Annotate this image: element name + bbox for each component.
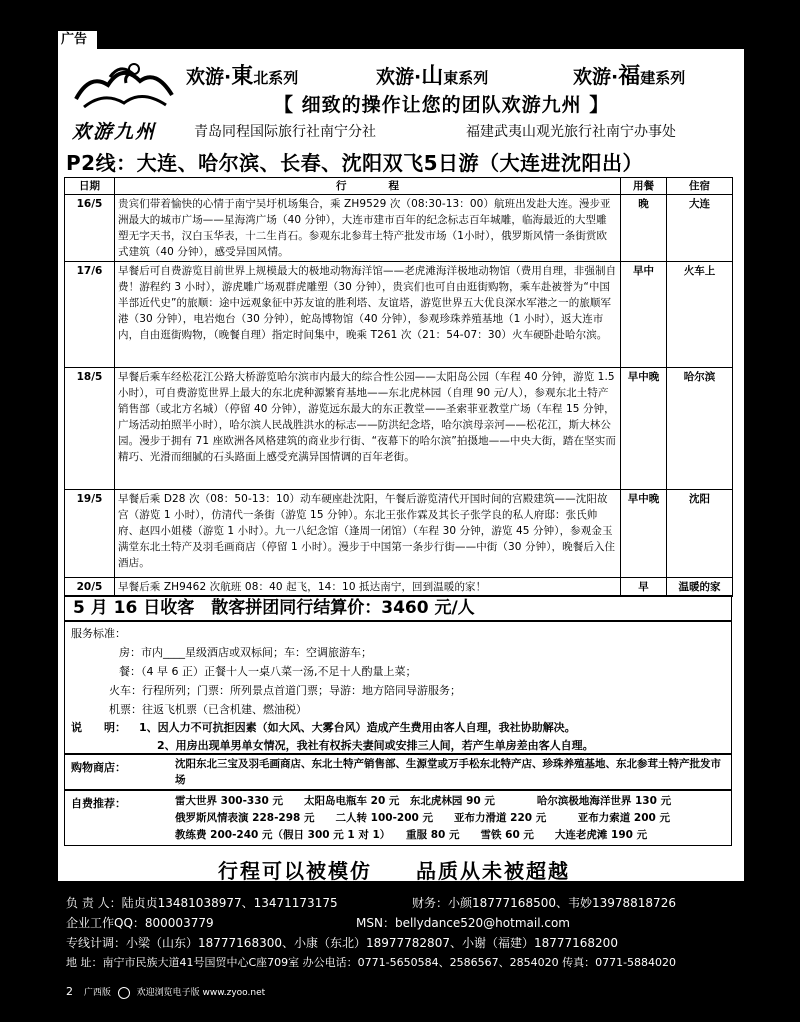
row-meal: 晚 <box>621 195 667 262</box>
series-shandong: 欢游·山東系列 <box>376 63 489 89</box>
row-stay: 沈阳 <box>667 490 733 578</box>
standards-room: 房：市内____星级酒店或双标间；车：空调旅游车； <box>119 646 372 659</box>
optional-row: 俄罗斯风情表演 228-298 元 二人转 100-200 元 亚布力滑道 220 元 亚布力索道 200 元 <box>175 812 670 824</box>
mountain-swirl-logo-icon <box>70 55 178 141</box>
standards-title: 服务标准： <box>71 627 126 640</box>
row-stay: 火车上 <box>667 262 733 368</box>
optional-row: 雷大世界 300-330 元 太阳岛电瓶车 20 元 东北虎林园 90 元 哈尔滨极地海洋世界 130 元 <box>175 795 672 807</box>
page-number: 2 <box>66 985 73 998</box>
footer-tagline: 欢迎浏览电子版 www.zyoo.net <box>136 988 266 998</box>
row-meal: 早中晚 <box>621 368 667 490</box>
table-header-row <box>65 178 733 195</box>
route-title: P2线：大连、哈尔滨、长春、沈阳双飞5日游（大连进沈阳出） <box>66 151 643 175</box>
row-stay: 哈尔滨 <box>667 368 733 490</box>
series-northeast: 欢游·東北系列 <box>186 63 299 89</box>
table-row <box>65 578 733 597</box>
row-stay: 大连 <box>667 195 733 262</box>
table-row <box>65 368 733 490</box>
table-row <box>65 195 733 262</box>
optional-section <box>64 790 732 846</box>
contact-finance: 财务：小颜18777168500、韦妙13978818726 <box>412 896 676 910</box>
contact-qq: 企业工作QQ：800003779 <box>66 916 214 930</box>
row-meal: 早中晚 <box>621 490 667 578</box>
row-stay: 温暖的家 <box>667 578 733 597</box>
row-date: 16/5 <box>65 195 115 262</box>
agency-qingdao: 青岛同程国际旅行社南宁分社 <box>194 124 376 140</box>
footer-brand: 广西版 <box>83 988 111 998</box>
row-desc: 贵宾们带着愉快的心情于南宁吴圩机场集合，乘 ZH9529 次（08:30-13：00）航班出发赴大连。漫步亚洲最大的城市广场——星海湾广场（40 分钟），大连市建市百年的纪念标志百年城雕，临海最近的大型雕塑无字天书，汉白玉华表，十二生肖石。参观东北参茸土特产批发市场（1小时），俄罗斯风情一条街赏欧式建筑（40 分钟），感受异国风情。 <box>115 195 621 262</box>
row-date: 20/5 <box>65 578 115 597</box>
header-itinerary: 行 程 <box>115 178 621 195</box>
row-meal: 早中 <box>621 262 667 368</box>
standards-flight: 机票：往返飞机票（已含机建、燃油税） <box>109 703 307 716</box>
price-line: 5 月 16 日收客 散客拼团同行结算价：3460 元/人 <box>64 595 732 621</box>
footer <box>66 985 265 999</box>
table-row <box>65 262 733 368</box>
header-stay: 住宿 <box>667 178 733 195</box>
shopping-section <box>64 754 732 790</box>
optional-label: 自费推荐： <box>71 797 126 810</box>
row-desc: 早餐后乘 ZH9462 次航班 08：40 起飞，14：10 抵达南宁，回到温暖的家！ <box>115 578 621 597</box>
header-date: 日期 <box>65 178 115 195</box>
note-2: 2、用房出现单男单女情况，我社有权拆夫妻间或安排三人间，若产生单房差由客人自理。 <box>157 739 594 752</box>
ad-sheet <box>58 49 744 881</box>
series-fujian: 欢游·福建系列 <box>573 63 686 89</box>
contact-msn: MSN：bellydance520@hotmail.com <box>356 916 570 930</box>
slogan: 【 细致的操作让您的团队欢游九州 】 <box>274 94 610 116</box>
contact-manager: 负 责 人：陆贞贞13481038977、13471173175 <box>66 896 338 910</box>
service-standards <box>64 621 732 754</box>
footer-logo-icon <box>118 987 130 999</box>
standards-meal: 餐：（4 早 6 正）正餐十人一桌八菜一汤,不足十人酌量上菜； <box>119 665 417 678</box>
logo-text: 欢游九州 <box>72 121 157 143</box>
itinerary-table <box>64 177 733 597</box>
notes-label: 说 明： <box>71 721 126 734</box>
row-date: 18/5 <box>65 368 115 490</box>
logo-graphic <box>70 55 178 121</box>
row-desc: 早餐后乘车经松花江公路大桥游览哈尔滨市内最大的综合性公园——太阳岛公园（车程 40 分钟，游览 1.5 小时），可自费游览世界上最大的东北虎种源繁育基地——东北虎林园（自理 90 元/人），参观东北土特产销售部（或北方名城）（停留 40 分钟），游览远东最大的东正教堂——圣索菲亚教堂广场（车程 15 分钟，广场活动拍照半小时），哈尔滨人民战胜洪水的标志——防洪纪念塔，哈尔滨母亲河——松花江，斯大林公园。漫步于拥有 71 座欧洲各风格建筑的商业步行街、“夜幕下的哈尔滨”拍摄地——中央大街，踏在坚实而精巧、光滑而细腻的石头路面上感受充满异国情调的百年老街。 <box>115 368 621 490</box>
row-date: 19/5 <box>65 490 115 578</box>
row-desc: 早餐后乘 D28 次（08：50-13：10）动车硬座赴沈阳，午餐后游览清代开国时间的宫殿建筑——沈阳故宫（游览 1 小时），仿清代一条街（游览 15 分钟）。东北王张作霖及其长子张学良的私人府邸：张氏帅府、赵四小姐楼（游览 1 小时）。九一八纪念馆（逢周一闭馆）（车程 30 分钟，游览 45 分钟），参观金玉满堂东北土特产及羽毛画商店（停留 1 小时）。漫步于中国第一条步行街——中街（30 分钟），晚餐后入住酒店。 <box>115 490 621 578</box>
note-1: 1、因人力不可抗拒因素（如大风、大雾台风）造成产生费用由客人自理，我社协助解决。 <box>139 721 576 734</box>
standards-train: 火车：行程所列；门票：所列景点首道门票；导游：地方陪同导游服务； <box>109 684 461 697</box>
ad-tag: 广告 <box>58 31 97 49</box>
row-date: 17/6 <box>65 262 115 368</box>
header-meal: 用餐 <box>621 178 667 195</box>
agency-fujian: 福建武夷山观光旅行社南宁办事处 <box>466 124 676 140</box>
row-desc: 早餐后可自费游览目前世界上规模最大的极地动物海洋馆——老虎滩海洋极地动物馆（费用自理，非强制自费！游程约 3 小时），游虎雕广场观群虎雕塑（30 分钟），贵宾们也可自由逛街购物，乘车赴被誉为“中国半部近代史”的旅顺：途中远观象征中苏友谊的胜利塔、友谊塔，游览世界五大优良深水军港之一的旅顺军港（30 分钟），电岩炮台（30 分钟），蛇岛博物馆（40 分钟），参观珍珠养殖基地（1 小时），返大连市内，自由逛街购物，（晚餐自理）指定时间集中，晚乘 T261 次（21：54-07：30）火车硬卧赴哈尔滨。 <box>115 262 621 368</box>
shopping-label: 购物商店： <box>71 761 126 774</box>
contact-address: 地 址：南宁市民族大道41号国贸中心C座709室 办公电话：0771-5650584、2586567、2854020 传真：0771-5884020 <box>66 956 677 969</box>
optional-row: 教练费 200-240 元（假日 300 元 1 对 1） 重服 80 元 雪铁 60 元 大连老虎滩 190 元 <box>175 829 648 841</box>
row-meal: 早 <box>621 578 667 597</box>
table-row <box>65 490 733 578</box>
motto: 行程可以被模仿 品质从未被超越 <box>218 859 570 883</box>
shopping-list: 沈阳东北三宝及羽毛画商店、东北土特产销售部、生源堂或万手松东北特产店、珍珠养殖基地、东北参茸土特产批发市场 <box>175 758 721 786</box>
contact-planners: 专线计调：小梁（山东）18777168300、小康（东北）18977782807、小谢（福建）18777168200 <box>66 936 618 950</box>
